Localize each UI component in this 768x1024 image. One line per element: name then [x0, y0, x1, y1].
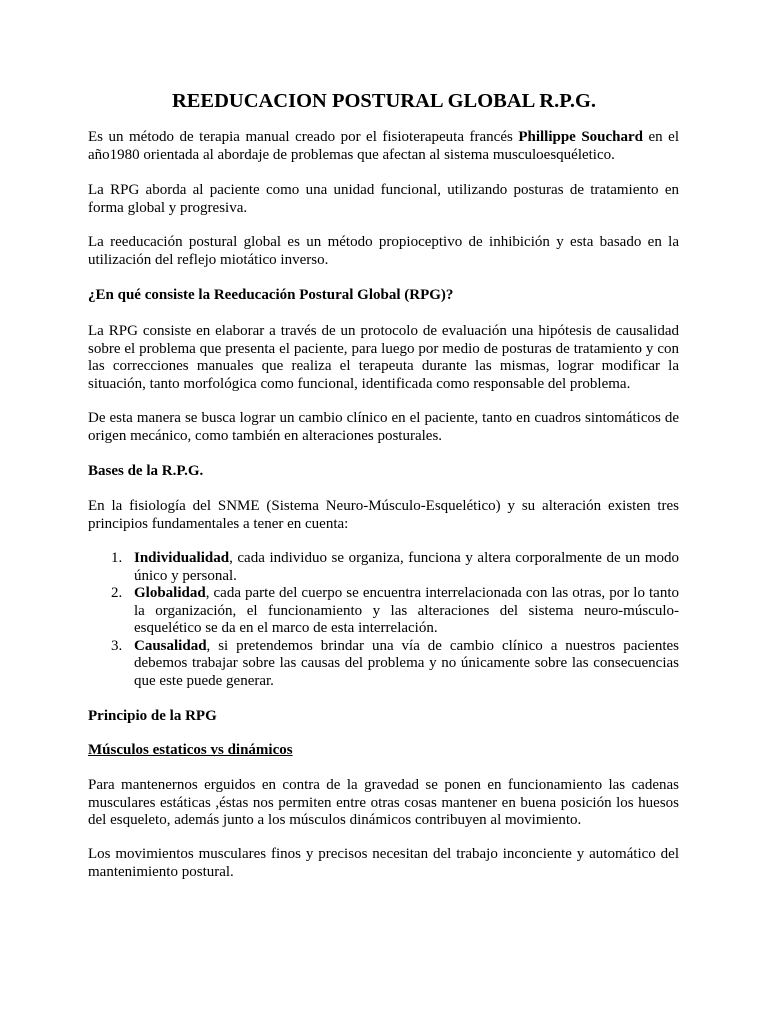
- consiste-paragraph: La RPG consiste en elaborar a través de un protocolo de evaluación una hipótesis de causalidad sobre el problema que presenta el paciente, para luego por medio de posturas de tratamiento y con las correcciones manuales que realiza el terapeuta durante las mismas, lograr modificar la situación, tanto morfológica como funcional, identificada como responsable del problema.: [88, 323, 679, 392]
- principle-text: , cada parte del cuerpo se encuentra interrelacionada con las otras, por lo tanto la organización, el funcionamiento y las alteraciones del sistema neuro-músculo-esquelético se da en el marco de esta interrelación.: [134, 585, 679, 636]
- principle-text: , cada individuo se organiza, funciona y altera corporalmente de un modo único y personal.: [134, 550, 679, 584]
- cambio-paragraph: De esta manera se busca lograr un cambio clínico en el paciente, tanto en cuadros sintomáticos de origen mecánico, como también en alteraciones posturales.: [88, 410, 679, 444]
- list-number: 2.: [111, 585, 123, 601]
- metodo-paragraph: La reeducación postural global es un método propioceptivo de inhibición y esta basado en la utilización del reflejo miotático inverso.: [88, 234, 679, 268]
- author-name: Phillippe Souchard: [518, 129, 644, 145]
- mantenernos-paragraph: Para mantenernos erguidos en contra de la gravedad se ponen en funcionamiento las cadenas musculares estáticas ,éstas nos permiten entre otras cosas mantener en buena posición los huesos del esqueleto, además junto a los músculos dinámicos contribuyen al movimiento.: [88, 777, 679, 828]
- principle-term: Individualidad: [134, 550, 230, 566]
- principle-text: , si pretendemos brindar una vía de cambio clínico a nuestros pacientes debemos trabajar sobre las causas del problema y no únicamente sobre las consecuencias que este puede generar.: [134, 637, 679, 689]
- principle-term: Causalidad: [134, 637, 207, 654]
- list-item: [88, 638, 679, 691]
- list-number: 3.: [111, 637, 123, 654]
- list-item: [88, 550, 679, 585]
- bases-paragraph: En la fisiología del SNME (Sistema Neuro-Músculo-Esquelético) y su alteración existen tres principios fundamentales a tener en cuenta:: [88, 498, 679, 532]
- rpg-aborda-paragraph: La RPG aborda al paciente como una unidad funcional, utilizando posturas de tratamiento en forma global y progresiva.: [88, 182, 679, 216]
- intro-before: Es un método de terapia manual creado por el fisioterapeuta francés: [88, 129, 519, 145]
- consiste-heading: ¿En qué consiste la Reeducación Postural Global (RPG)?: [88, 287, 454, 303]
- intro-paragraph: [88, 129, 679, 164]
- intro-after: en el año1980 orientada al abordaje de problemas que afectan al sistema musculoesquéletico.: [88, 129, 679, 163]
- principles-list: [88, 550, 679, 690]
- list-item: [88, 585, 679, 638]
- principle-term: Globalidad: [134, 585, 206, 601]
- musculos-heading: Músculos estaticos vs dinámicos: [88, 742, 293, 758]
- principio-heading: Principio de la RPG: [88, 708, 217, 724]
- document-title: REEDUCACION POSTURAL GLOBAL R.P.G.: [171, 90, 597, 112]
- bases-heading: Bases de la R.P.G.: [88, 463, 204, 479]
- list-number: 1.: [111, 550, 123, 566]
- movimientos-paragraph: Los movimientos musculares finos y precisos necesitan del trabajo inconciente y automático del mantenimiento postural.: [88, 846, 679, 880]
